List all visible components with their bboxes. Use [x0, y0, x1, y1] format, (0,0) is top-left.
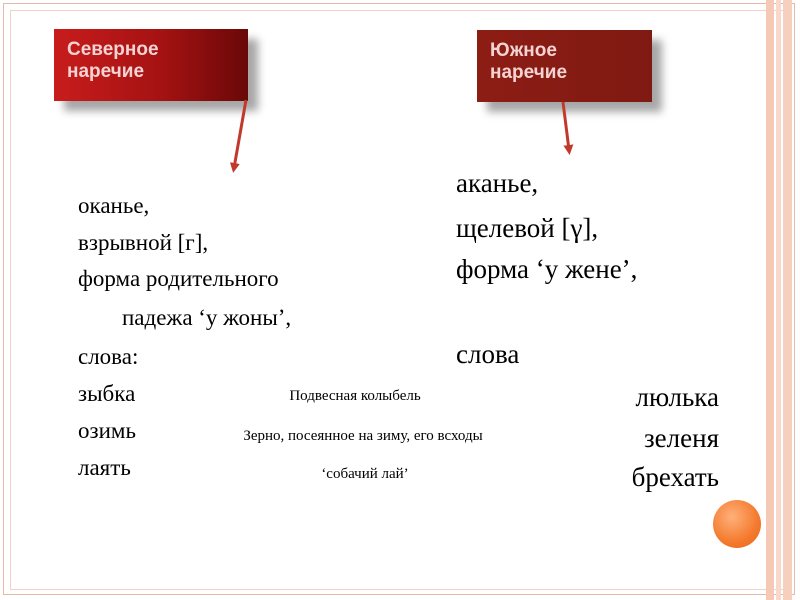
north-feature-1: оканье, — [78, 193, 150, 218]
south-word-3: брехать — [631, 462, 719, 492]
south-word-2: зеленя — [644, 423, 719, 453]
north-feature-3: форма родительного — [78, 266, 279, 291]
south-word-1: люлька — [635, 382, 719, 412]
north-box-line2: наречие — [67, 61, 145, 82]
north-feature-2: взрывной [г], — [78, 230, 209, 255]
south-arrow — [563, 102, 569, 150]
south-box-line1: Южное — [490, 40, 557, 61]
gloss-1: Подвесная колыбель — [289, 388, 421, 404]
south-feature-1: аканье, — [456, 168, 539, 198]
gloss-2: Зерно, посеянное на зиму, его всходы — [243, 428, 483, 444]
south-feature-4: слова — [456, 339, 520, 369]
north-word-2: озимь — [78, 418, 136, 443]
south-feature-3: форма ‘у жене’, — [456, 254, 638, 284]
north-arrow — [234, 100, 246, 168]
gloss-3: ‘собачий лай’ — [321, 466, 409, 482]
south-feature-2: щелевой [γ], — [456, 213, 599, 243]
north-word-3: лаять — [78, 455, 131, 480]
north-feature-4: падежа ‘у жоны’, — [122, 305, 292, 330]
south-box-line2: наречие — [490, 62, 568, 83]
north-word-1: зыбка — [78, 381, 136, 406]
north-box-line1: Северное — [67, 39, 159, 60]
north-feature-5: слова: — [78, 344, 139, 369]
